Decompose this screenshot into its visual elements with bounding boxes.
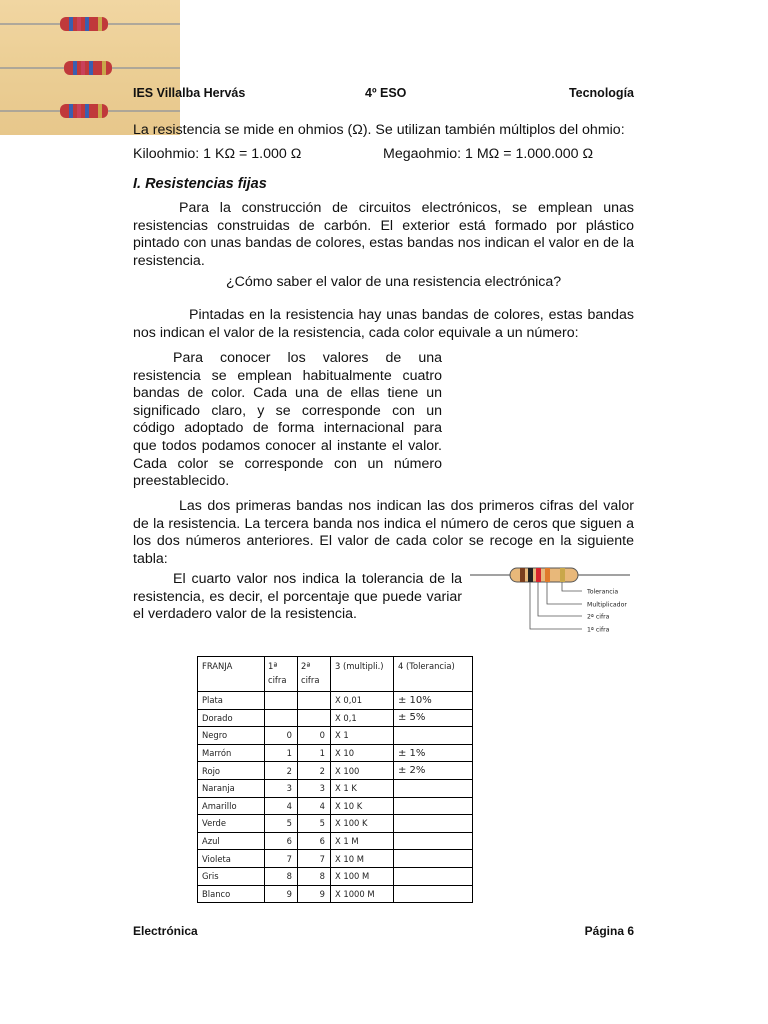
table-row xyxy=(198,727,473,745)
cell-tolerancia xyxy=(394,867,473,885)
cell-multiplicador: X 10 K xyxy=(331,797,394,815)
cell-franja: Naranja xyxy=(198,779,265,797)
table-row xyxy=(198,744,473,762)
cell-cifra-1: 6 xyxy=(265,832,298,850)
cell-multiplicador: X 100 xyxy=(331,762,394,780)
cell-cifra-1: 3 xyxy=(265,779,298,797)
cell-cifra-2 xyxy=(298,709,331,727)
intro-mega: Megaohmio: 1 MΩ = 1.000.000 Ω xyxy=(383,146,594,162)
header-course: 4º ESO xyxy=(365,86,407,100)
cell-cifra-2: 5 xyxy=(298,815,331,833)
table-row xyxy=(198,832,473,850)
band-diagram xyxy=(470,560,635,640)
cell-multiplicador: X 100 M xyxy=(331,867,394,885)
header-cifra-1: 1ª cifra xyxy=(265,657,298,692)
cell-cifra-1 xyxy=(265,692,298,710)
table-row xyxy=(198,709,473,727)
cell-cifra-1: 4 xyxy=(265,797,298,815)
header-franja: FRANJA xyxy=(198,657,265,692)
cell-multiplicador: X 10 xyxy=(331,744,394,762)
paragraph-4: Las dos primeras bandas nos indican las dos primeros cifras del valor de la resistencia. La tercera banda nos indica el número de ceros que siguen a los dos números anteriores. El valor de cada color se recoge en la siguiente tabla: xyxy=(133,498,634,567)
cell-cifra-2: 7 xyxy=(298,850,331,868)
header-multiplicador: 3 (multipli.) xyxy=(331,657,394,692)
cell-cifra-1: 9 xyxy=(265,885,298,903)
cell-cifra-2: 6 xyxy=(298,832,331,850)
cell-cifra-1 xyxy=(265,709,298,727)
table-row xyxy=(198,867,473,885)
cell-cifra-1: 8 xyxy=(265,867,298,885)
paragraph-5: El cuarto valor nos indica la tolerancia de la resistencia, es decir, el porcentaje que puede variar el verdadero valor de la resistencia. xyxy=(133,571,462,623)
cell-franja: Negro xyxy=(198,727,265,745)
table-row xyxy=(198,762,473,780)
cell-tolerancia: ± 5% xyxy=(394,709,473,727)
cell-franja: Rojo xyxy=(198,762,265,780)
cell-tolerancia xyxy=(394,727,473,745)
cell-multiplicador: X 1 K xyxy=(331,779,394,797)
cell-tolerancia xyxy=(394,885,473,903)
cell-tolerancia xyxy=(394,815,473,833)
resistor-bottom xyxy=(0,104,180,118)
label-tolerancia: Tolerancia xyxy=(587,588,619,596)
table-row xyxy=(198,692,473,710)
resistors-photo xyxy=(0,0,180,135)
cell-tolerancia xyxy=(394,850,473,868)
cell-tolerancia xyxy=(394,832,473,850)
header-school: IES Villalba Hervás xyxy=(133,86,246,100)
cell-franja: Dorado xyxy=(198,709,265,727)
cell-tolerancia: ± 2% xyxy=(394,762,473,780)
header-subject: Tecnología xyxy=(568,86,634,100)
cell-tolerancia xyxy=(394,797,473,815)
paragraph-3: Para conocer los valores de una resistencia se emplean habitualmente cuatro bandas de color. Cada una de ellas tiene un significado claro, y se corresponde con un código adoptado de forma internacional para que todos podamos conocer al instante el valor. Cada color se corresponde con un número preestablecido. xyxy=(133,350,442,490)
label-primera-cifra: 1ª cifra xyxy=(587,626,610,634)
table-row xyxy=(198,779,473,797)
cell-franja: Marrón xyxy=(198,744,265,762)
question-line: ¿Cómo saber el valor de una resistencia electrónica? xyxy=(226,274,562,290)
cell-multiplicador: X 100 K xyxy=(331,815,394,833)
table-row xyxy=(198,815,473,833)
cell-franja: Azul xyxy=(198,832,265,850)
cell-multiplicador: X 0,01 xyxy=(331,692,394,710)
cell-cifra-2: 0 xyxy=(298,727,331,745)
cell-franja: Amarillo xyxy=(198,797,265,815)
cell-multiplicador: X 1 M xyxy=(331,832,394,850)
intro-line: La resistencia se mide en ohmios (Ω). Se utilizan también múltiplos del ohmio: xyxy=(133,122,625,138)
cell-cifra-2: 4 xyxy=(298,797,331,815)
section-title: I. Resistencias fijas xyxy=(133,176,267,192)
cell-cifra-1: 1 xyxy=(265,744,298,762)
resistors-illustration xyxy=(0,0,180,135)
table-row xyxy=(198,797,473,815)
cell-cifra-2: 3 xyxy=(298,779,331,797)
color-code-table xyxy=(197,656,473,903)
cell-multiplicador: X 10 M xyxy=(331,850,394,868)
label-segunda-cifra: 2ª cifra xyxy=(587,613,610,621)
cell-cifra-2: 9 xyxy=(298,885,331,903)
intro-kilo: Kiloohmio: 1 KΩ = 1.000 Ω xyxy=(133,146,302,162)
cell-cifra-2: 8 xyxy=(298,867,331,885)
cell-franja: Verde xyxy=(198,815,265,833)
cell-cifra-2: 2 xyxy=(298,762,331,780)
header-tolerancia: 4 (Tolerancia) xyxy=(394,657,473,692)
cell-cifra-2 xyxy=(298,692,331,710)
cell-multiplicador: X 1000 M xyxy=(331,885,394,903)
table-header-row xyxy=(198,657,473,692)
cell-tolerancia: ± 1% xyxy=(394,744,473,762)
cell-franja: Violeta xyxy=(198,850,265,868)
cell-franja: Plata xyxy=(198,692,265,710)
cell-tolerancia xyxy=(394,779,473,797)
cell-multiplicador: X 0,1 xyxy=(331,709,394,727)
footer-section: Electrónica xyxy=(133,924,198,938)
resistor-top xyxy=(0,17,180,31)
label-multiplicador: Multiplicador xyxy=(587,601,627,609)
cell-cifra-1: 2 xyxy=(265,762,298,780)
paragraph-1: Para la construcción de circuitos electrónicos, se emplean unas resistencias construidas de carbón. El exterior está formado por plástico pintado con unas bandas de colores, estas bandas nos indican el valor en de la resistencia. xyxy=(133,200,634,269)
cell-cifra-1: 0 xyxy=(265,727,298,745)
header-cifra-2: 2ª cifra xyxy=(298,657,331,692)
footer-page-number: Página 6 xyxy=(584,924,634,938)
cell-multiplicador: X 1 xyxy=(331,727,394,745)
paragraph-2: Pintadas en la resistencia hay unas bandas de colores, estas bandas nos indican el valor de la resistencia, cada color equivale a un número: xyxy=(133,307,634,341)
cell-cifra-2: 1 xyxy=(298,744,331,762)
cell-tolerancia: ± 10% xyxy=(394,692,473,710)
table-row xyxy=(198,850,473,868)
table-row xyxy=(198,885,473,903)
resistor-middle xyxy=(0,61,180,75)
cell-franja: Blanco xyxy=(198,885,265,903)
cell-franja: Gris xyxy=(198,867,265,885)
cell-cifra-1: 5 xyxy=(265,815,298,833)
cell-cifra-1: 7 xyxy=(265,850,298,868)
